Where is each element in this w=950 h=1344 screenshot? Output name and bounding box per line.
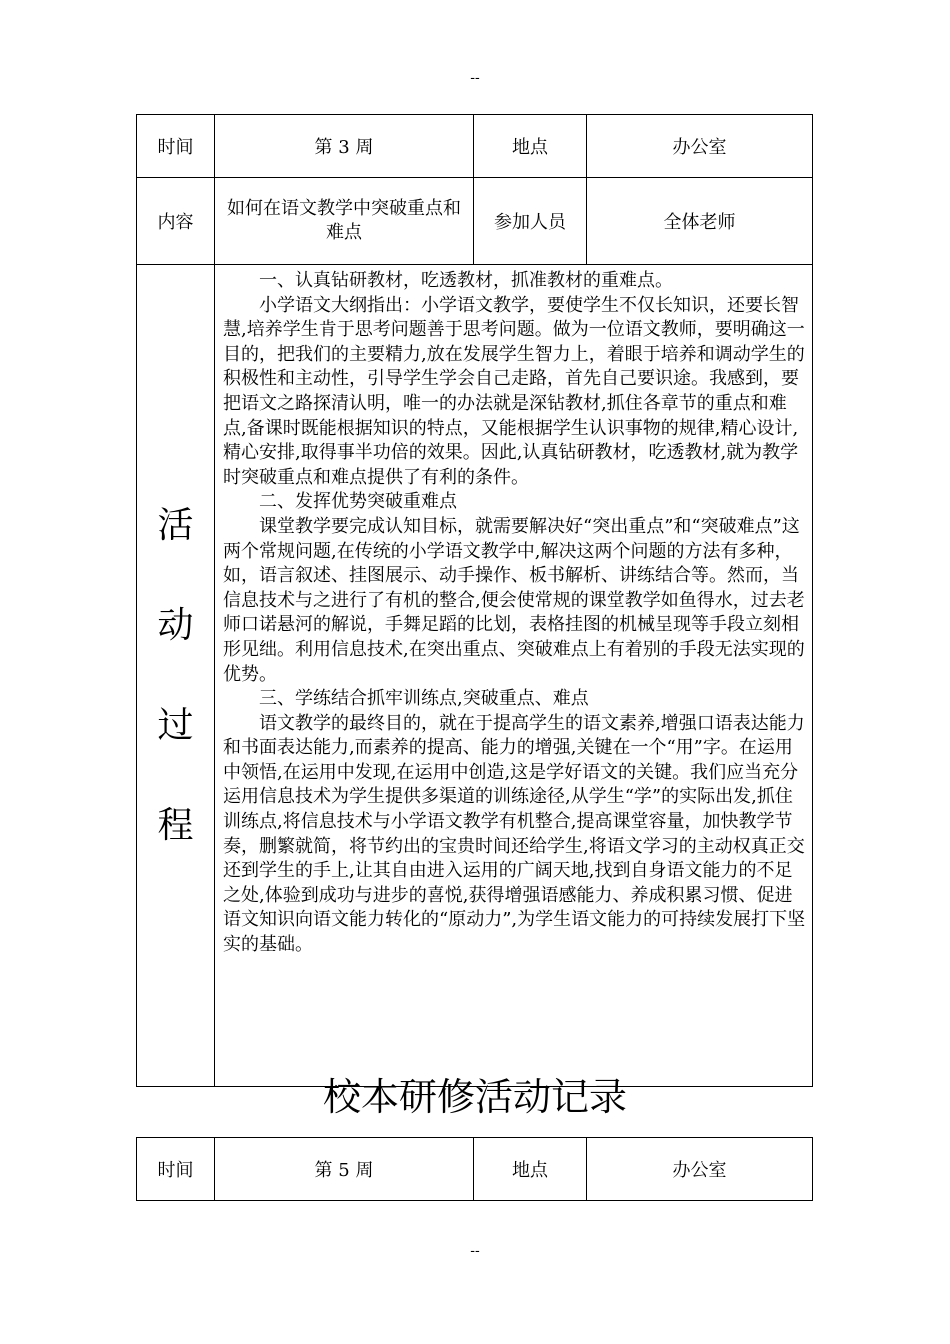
- paragraph: 语文教学的最终目的，就在于提高学生的语文素养,增强口语表达能力和书面表达能力,而素养的提高、能力的增强,关键在一个“用”字。在运用中领悟,在运用中发现,在运用中创造,这是学好语文的关键。我们应当充分运用信息技术为学生提供多渠道的训练途径,从学生“学”的实际出发,抓住训练点,将信息技术与小学语文教学有机整合,提高课堂容量，加快教学节奏，删繁就简，将节约出的宝贵时间还给学生,将语文学习的主动权真正交还到学生的手上,让其自由进入运用的广阔天地,找到自身语文能力的不足之处,体验到成功与进步的喜悦,获得增强语感能力、养成积累习惯、促进语文知识向语文能力转化的“原动力”,为学生语文能力的可持续发展打下坚实的基础。: [223, 712, 806, 956]
- participants-label: 参加人员: [474, 178, 587, 265]
- section-heading: 三、学练结合抓牢训练点,突破重点、难点: [259, 688, 589, 710]
- time-value: 第 5 周: [215, 1138, 474, 1201]
- place-value: 办公室: [587, 1138, 813, 1201]
- footer-marker: --: [470, 1243, 480, 1259]
- section-heading: 一、认真钻研教材，吃透教材，抓准教材的重难点。: [259, 270, 673, 291]
- content-label: 内容: [137, 178, 215, 265]
- page-title: 校本研修活动记录: [322, 1075, 627, 1119]
- process-row: [137, 265, 813, 1087]
- process-label-char: 活: [157, 504, 194, 546]
- activity-record-table: [136, 114, 813, 1087]
- time-value: 第 3 周: [215, 115, 474, 178]
- time-label: 时间: [137, 115, 215, 178]
- place-label: 地点: [474, 115, 587, 178]
- activity-record-table-2: [136, 1137, 813, 1201]
- process-label-char: 动: [157, 604, 194, 646]
- content-value: 如何在语文教学中突破重点和难点: [215, 178, 474, 265]
- place-label: 地点: [474, 1138, 587, 1201]
- content-row: [137, 178, 813, 265]
- process-label-char: 过: [157, 704, 194, 746]
- participants-value: 全体老师: [587, 178, 813, 265]
- header-marker: --: [470, 70, 480, 86]
- place-value: 办公室: [587, 115, 813, 178]
- paragraph: 小学语文大纲指出：小学语文教学，要使学生不仅长知识，还要长智慧,培养学生肯于思考问题善于思考问题。做为一位语文教师，要明确这一目的，把我们的主要精力,放在发展学生智力上，着眼于培养和调动学生的积极性和主动性，引导学生学会自己走路，首先自己要识途。我感到，要把语文之路探清认明，唯一的办法就是深钻教材,抓住各章节的重点和难点,备课时既能根据知识的特点，又能根据学生认识事物的规律,精心设计,精心安排,取得事半功倍的效果。因此,认真钻研教材，吃透教材,就为教学时突破重点和难点提供了有利的条件。: [223, 294, 805, 488]
- process-label: [137, 265, 215, 1087]
- time-row: [137, 115, 813, 178]
- paragraph: 课堂教学要完成认知目标，就需要解决好“突出重点”和“突破难点”这两个常规问题,在传统的小学语文教学中,解决这两个问题的方法有多种，如，语言叙述、挂图展示、动手操作、板书解析、讲练结合等。然而，当信息技术与之进行了有机的整合,便会使常规的课堂教学如鱼得水，过去老师口诺悬河的解说，手舞足蹈的比划，表格挂图的机械呈现等手段立刻相形见绌。利用信息技术,在突出重点、突破难点上有着别的手段无法实现的优势。: [223, 515, 805, 685]
- process-label-char: 程: [157, 804, 194, 846]
- time-row: [137, 1138, 813, 1201]
- section-heading: 二、发挥优势突破重难点: [259, 491, 457, 513]
- time-label: 时间: [137, 1138, 215, 1201]
- process-content: [215, 265, 813, 1087]
